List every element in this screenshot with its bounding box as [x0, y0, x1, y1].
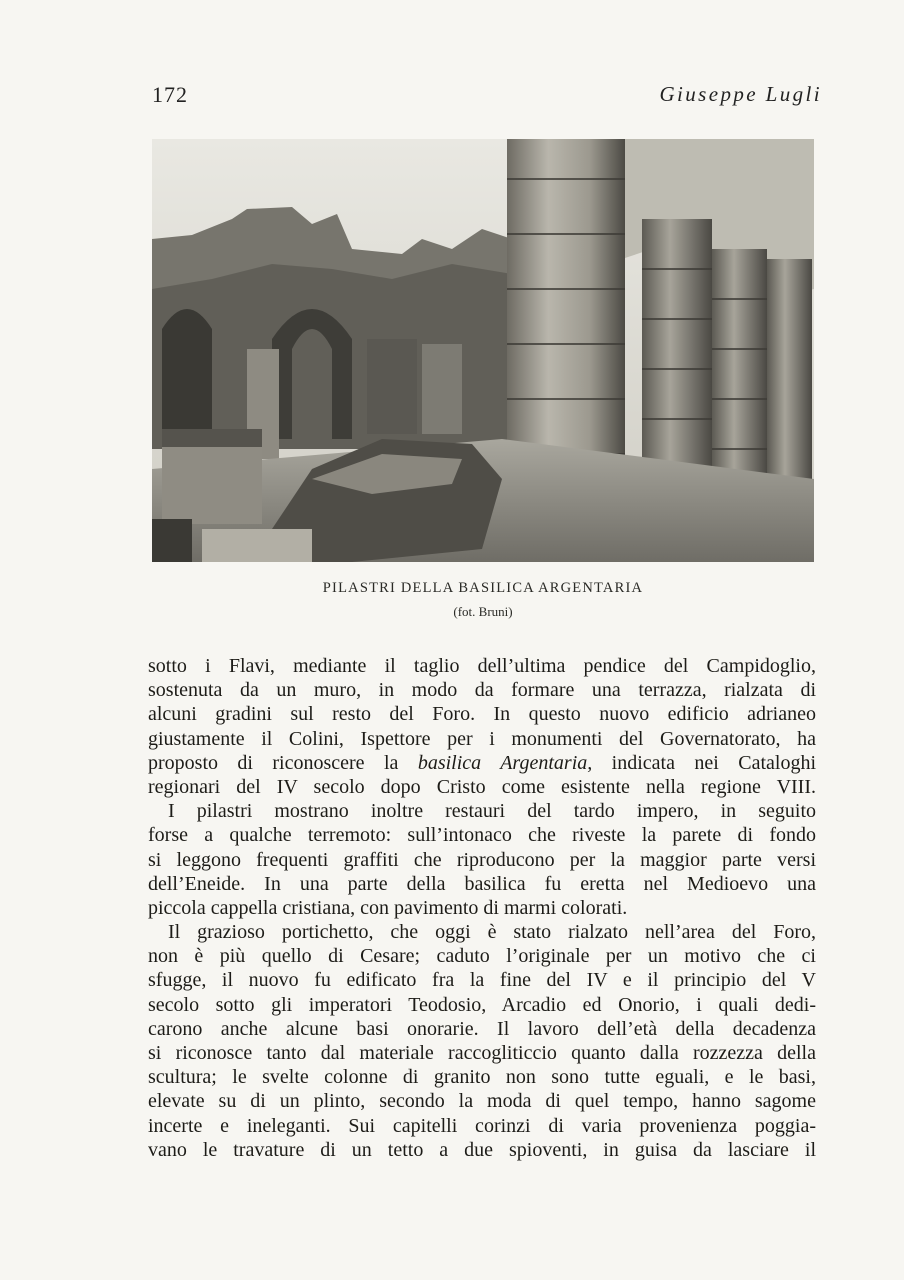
text-line: elevate su di un plinto, secondo la moda di quel tempo, hanno sagome: [148, 1090, 816, 1113]
figure-caption: PILASTRI DELLA BASILICA ARGENTARIA: [322, 580, 644, 596]
italic-segment: basilica Argentaria,: [417, 751, 593, 774]
text-line: piccola cappella cristiana, con pavimento di marmi colorati.: [148, 896, 628, 919]
text-line: regionari del IV secolo dopo Cristo come esistente nella regione VIII.: [148, 775, 816, 798]
ruins-photograph: [152, 139, 814, 562]
text-line: si riconosce tanto dal materiale raccogliticcio quanto dalla rozzezza della: [148, 1042, 816, 1064]
text-line: si leggono frequenti graffiti che riproducono per la maggior parte versi: [148, 848, 816, 871]
running-head-author: Giuseppe Lugli: [659, 82, 822, 106]
pillars-photo-illustration: [152, 139, 814, 562]
text-line: I pilastri mostrano inoltre restauri del tardo impero, in seguito: [168, 800, 816, 823]
text-line: scultura; le svelte colonne di granito non sono tutte eguali, e le basi,: [148, 1066, 816, 1089]
text-line: sotto i Flavi, mediante il taglio dell’ultima pendice del Campidoglio,: [148, 655, 816, 677]
text-line: vano le travature di un tetto a due spioventi, in guisa da lasciare il: [148, 1138, 816, 1161]
text-line: alcuni gradini sul resto del Foro. In questo nuovo edificio adrianeo: [148, 703, 816, 726]
text-line: sfugge, il nuovo fu edificato fra la fine del IV e il principio del V: [148, 969, 816, 992]
text-line: forse a qualche terremoto: sull’intonaco che riveste la parete di fondo: [148, 824, 816, 847]
text-line: sostenuta da un muro, in modo da formare una terrazza, rialzata di: [148, 679, 816, 702]
text-line: incerte e ineleganti. Sui capitelli corinzi di varia provenienza poggia-: [148, 1114, 816, 1137]
text-segment: indicata nei Cataloghi: [592, 751, 816, 774]
text-line: carono anche alcune basi onorarie. Il lavoro dell’età della decadenza: [148, 1017, 816, 1040]
photo-credit: (fot. Bruni): [453, 604, 513, 619]
text-line: dell’Eneide. In una parte della basilica fu eretta nel Medioevo una: [148, 872, 816, 895]
text-line: giustamente il Colini, Ispettore per i monumenti del Governatorato, ha: [148, 727, 816, 750]
text-line: Il grazioso portichetto, che oggi è stato rialzato nell’area del Foro,: [168, 921, 816, 944]
page-number: 172: [152, 82, 188, 107]
text-segment: proposto di riconoscere la: [148, 751, 418, 774]
body-text: [148, 654, 816, 1162]
text-line: [148, 751, 816, 775]
text-line: secolo sotto gli imperatori Teodosio, Arcadio ed Onorio, i quali dedi-: [148, 993, 816, 1016]
text-line: non è più quello di Cesare; caduto l’originale per un motivo che ci: [148, 945, 816, 968]
